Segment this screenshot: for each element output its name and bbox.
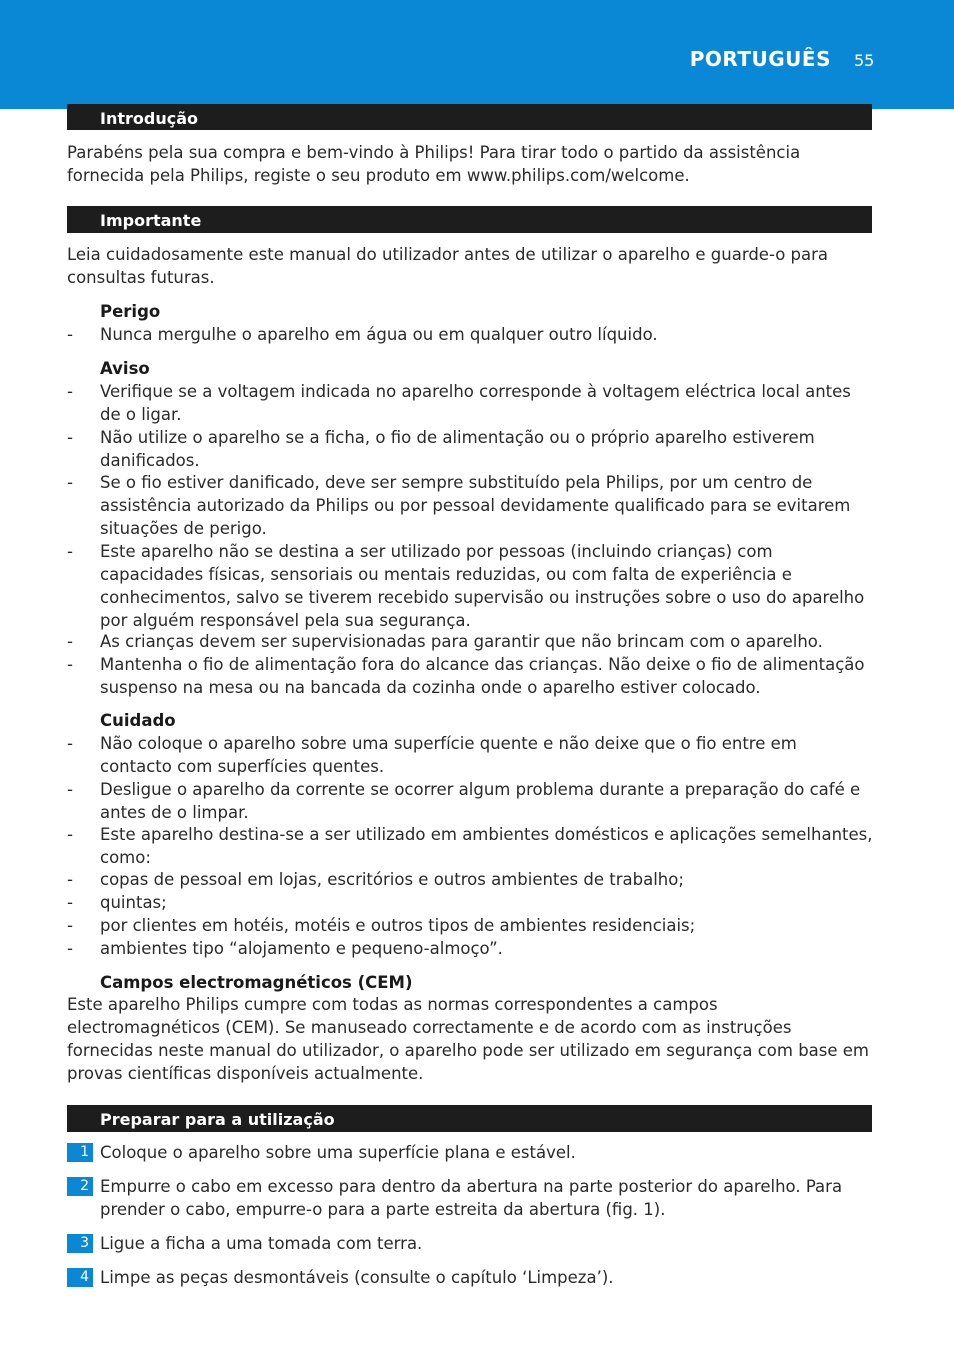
list-item: - Verifique se a voltagem indicada no aparelho corresponde à voltagem eléctrica local antes de o ligar. <box>67 382 851 424</box>
list-item: - Este aparelho não se destina a ser utilizado por pessoas (incluindo crianças) com capacidades físicas, sensoriais ou mentais reduzidas, ou com falta de experiência e conhecimentos, salvo se tiverem recebido supervisão ou instruções sobre o uso do aparelho por alguém responsável pela sua segurança. <box>67 542 865 630</box>
list-item: - Mantenha o fio de alimentação fora do alcance das crianças. Não deixe o fio de alimentação suspenso na mesa ou na bancada da cozinha onde o aparelho estiver colocado. <box>67 655 865 697</box>
warning-heading: Aviso <box>100 359 150 378</box>
list-item: - quintas; <box>67 893 167 912</box>
header-bar <box>0 0 954 109</box>
step-item: 2 Empurre o cabo em excesso para dentro da abertura na parte posterior do aparelho. Para prender o cabo, empurre-o para a parte estreita da abertura (fig. 1). <box>67 1175 873 1221</box>
step-number: 2 <box>67 1177 93 1196</box>
list-item: - Se o fio estiver danificado, deve ser sempre substituído pela Philips, por um centro de assistência autorizado da Philips ou por pessoal devidamente qualificado para se evitarem situações de perigo. <box>67 473 851 538</box>
list-item: - Desligue o aparelho da corrente se ocorrer algum problema durante a preparação do café e antes de o limpar. <box>67 780 861 822</box>
caution-heading: Cuidado <box>100 711 176 730</box>
list-item: - Nunca mergulhe o aparelho em água ou em qualquer outro líquido. <box>67 325 658 344</box>
danger-heading: Perigo <box>100 302 161 321</box>
list-item: - Não utilize o aparelho se a ficha, o fio de alimentação ou o próprio aparelho estiverem danificados. <box>67 428 815 470</box>
step-item: 4 Limpe as peças desmontáveis (consulte o capítulo ‘Limpeza’). <box>67 1266 873 1289</box>
list-item: - por clientes em hotéis, motéis e outros tipos de ambientes residenciais; <box>67 916 696 935</box>
list-item: - Este aparelho destina-se a ser utilizado em ambientes domésticos e aplicações semelhantes, como: <box>67 825 873 867</box>
step-number: 1 <box>67 1143 93 1162</box>
list-item: - copas de pessoal em lojas, escritórios e outros ambientes de trabalho; <box>67 870 684 889</box>
section-heading-prepare: Preparar para a utilização <box>67 1105 872 1132</box>
emf-paragraph: Este aparelho Philips cumpre com todas as normas correspondentes a campos electromagnéticos (CEM). Se manuseado correctamente e de acordo com as instruções fornecidas neste manual do utilizador, o aparelho pode ser utilizado em segurança com base em provas científicas disponíveis actualmente. <box>67 995 869 1083</box>
step-item: 1 Coloque o aparelho sobre uma superfície plana e estável. <box>67 1141 873 1164</box>
step-number: 4 <box>67 1268 93 1287</box>
list-item: - As crianças devem ser supervisionadas para garantir que não brincam com o aparelho. <box>67 632 823 651</box>
list-item: - ambientes tipo “alojamento e pequeno-almoço”. <box>67 939 503 958</box>
intro-paragraph: Parabéns pela sua compra e bem-vindo à Philips! Para tirar todo o partido da assistência fornecida pela Philips, registe o seu produto em www.philips.com/welcome. <box>67 143 801 185</box>
section-heading-intro: Introdução <box>67 103 872 130</box>
step-number: 3 <box>67 1234 93 1253</box>
important-paragraph: Leia cuidadosamente este manual do utilizador antes de utilizar o aparelho e guarde-o para consultas futuras. <box>67 245 829 287</box>
step-item: 3 Ligue a ficha a uma tomada com terra. <box>67 1232 873 1255</box>
emf-heading: Campos electromagnéticos (CEM) <box>100 973 413 992</box>
language-label: PORTUGUÊS <box>689 47 831 71</box>
list-item: - Não coloque o aparelho sobre uma superfície quente e não deixe que o fio entre em contacto com superfícies quentes. <box>67 734 797 776</box>
section-heading-important: Importante <box>67 206 872 233</box>
page-number: 55 <box>854 51 875 70</box>
